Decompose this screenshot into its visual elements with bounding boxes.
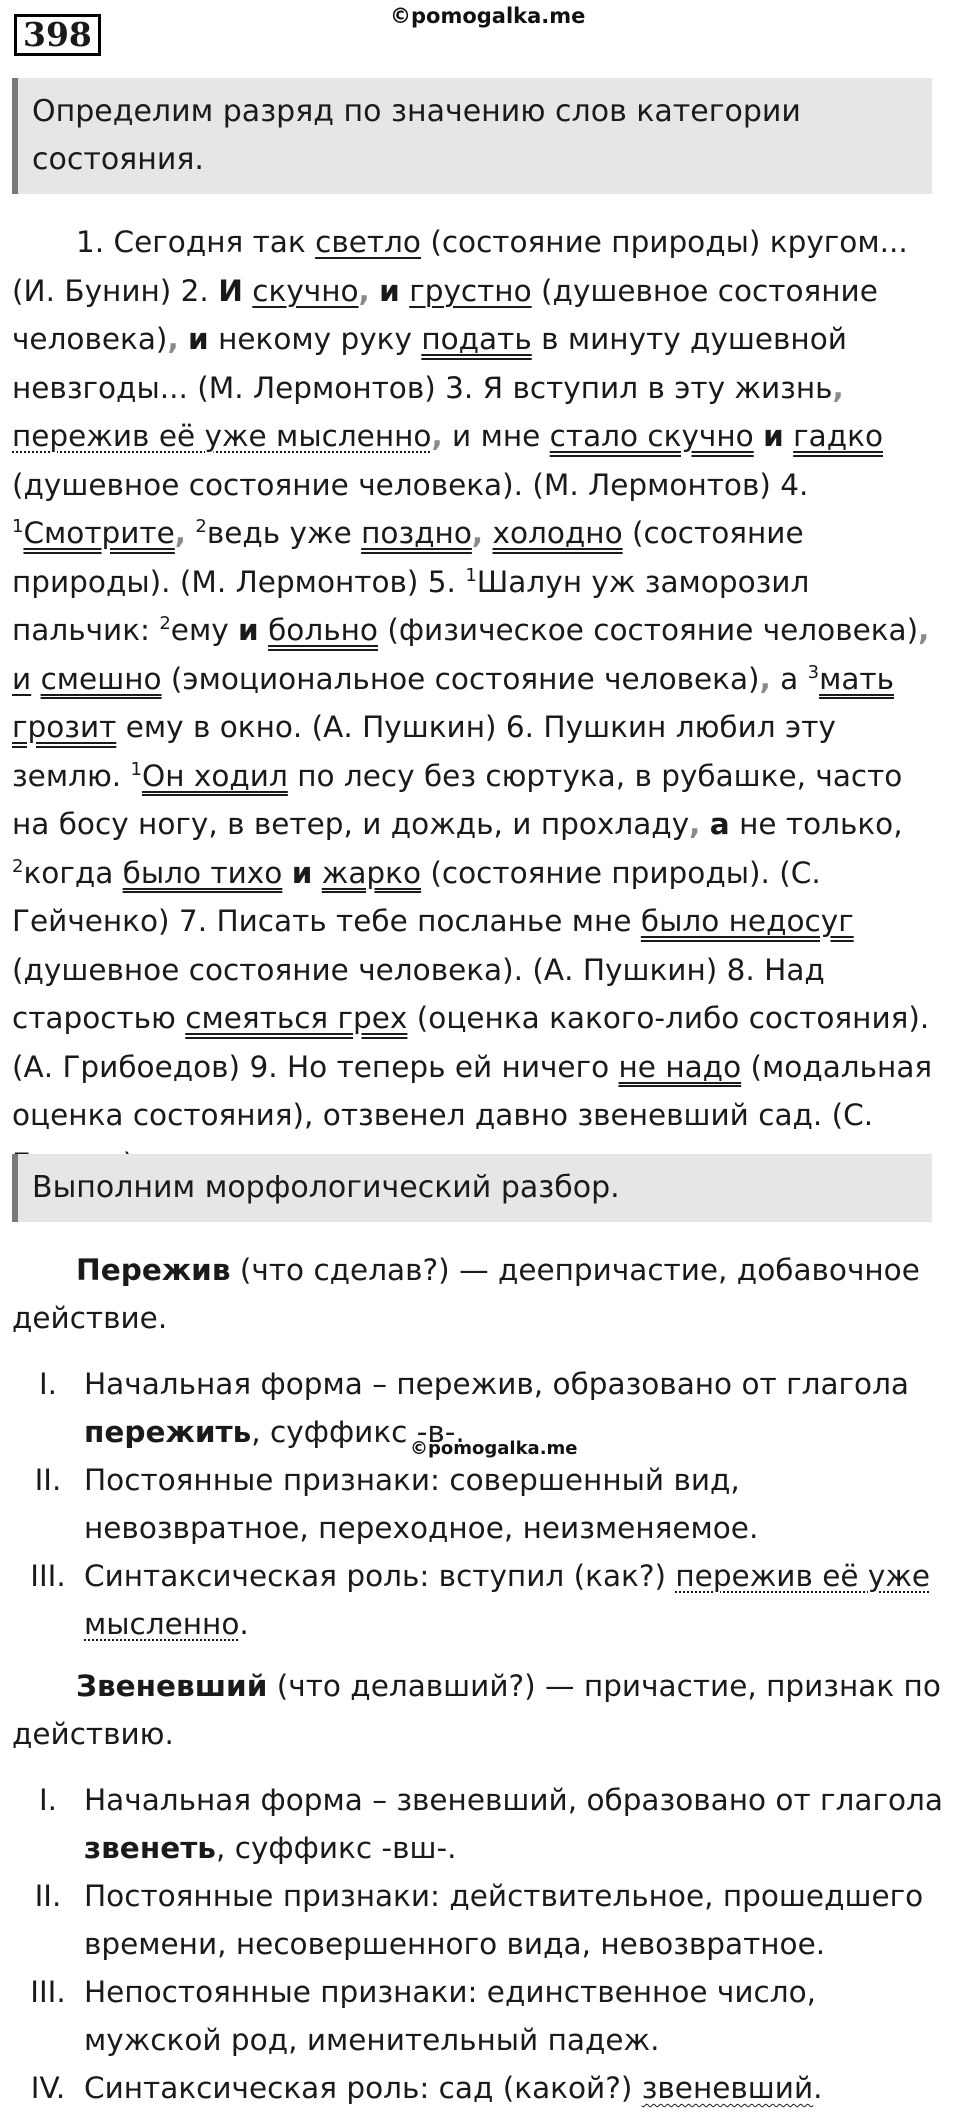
task-text: Определим разряд по значению слов категории состояния.	[32, 94, 801, 177]
zvenevshiy-list	[12, 1776, 947, 2112]
list-item: I. Начальная форма – пережив, образовано от глагола пережить, суффикс -в-.	[38, 1367, 910, 1449]
list-item: I. Начальная форма – звеневший, образовано от глагола звенеть, суффикс -вш-.	[38, 1783, 943, 1865]
perezhiv-list	[12, 1360, 947, 1648]
exercise-number: 398	[14, 14, 101, 56]
list-item: II. Постоянные признаки: совершенный вид, невозвратное, переходное, неизменяемое.	[34, 1463, 759, 1545]
list-item: II. Постоянные признаки: действительное, прошедшего времени, несовершенного вида, невозвратное.	[34, 1879, 924, 1961]
list-item: III. Непостоянные признаки: единственное число, мужской род, именительный падеж.	[30, 1975, 816, 2057]
zvenevshiy-intro: Звеневший (что делавший?) — причастие, признак по действию.	[12, 1669, 941, 1751]
task-box	[12, 78, 932, 194]
list-item: III. Синтаксическая роль: вступил (как?) пережив её уже мысленно.	[30, 1559, 931, 1641]
list-item: IV. Синтаксическая роль: сад (какой?) звеневший.	[30, 2071, 823, 2105]
watermark: ©pomogalka.me	[390, 4, 586, 28]
morph-box-text: Выполним морфологический разбор.	[32, 1170, 620, 1205]
morph-box	[12, 1154, 932, 1222]
perezhiv-intro: Пережив (что сделав?) — деепричастие, добавочное действие.	[12, 1253, 920, 1335]
main-text: 1. Сегодня так светло (состояние природы) кругом... (И. Бунин) 2. И скучно, и грустно (душевное состояние человека), и некому руку подать в минуту душевной невзгоды... (М. Лермонтов) 3. Я вступил в эту жизнь, пережив её уже мысленно, и мне стало скучно и гадко (душевное состояние человека). (М. Лермонтов) 4. $^1$Смотрите, $^2$ведь уже поздно, холодно (состояние природы). (М. Лермонтов) 5. $^1$Шалун уж заморозил пальчик: $^2$ему и больно (физическое состояние человека), и смешно (эмоциональное состояние человека), а $^3$мать грозит ему в окно. (А. Пушкин) 6. Пушкин любил эту землю. $^1$Он ходил по лесу без сюртука, в рубашке, часто на босу ногу, в ветер, и дождь, и прохладу, а не только, $^2$когда было тихо и жарко (состояние природы). (С. Гейченко) 7. Писать тебе посланье мне было недосуг (душевное состояние человека). (А. Пушкин) 8. Над старостью смеяться грех (оценка какого-либо состояния). (А. Грибоедов) 9. Но теперь ей ничего не надо (модальная оценка состояния), отзвенел давно звеневший сад. (С.	[12, 225, 933, 1132]
watermark-mid: ©pomogalka.me	[410, 1438, 578, 1459]
